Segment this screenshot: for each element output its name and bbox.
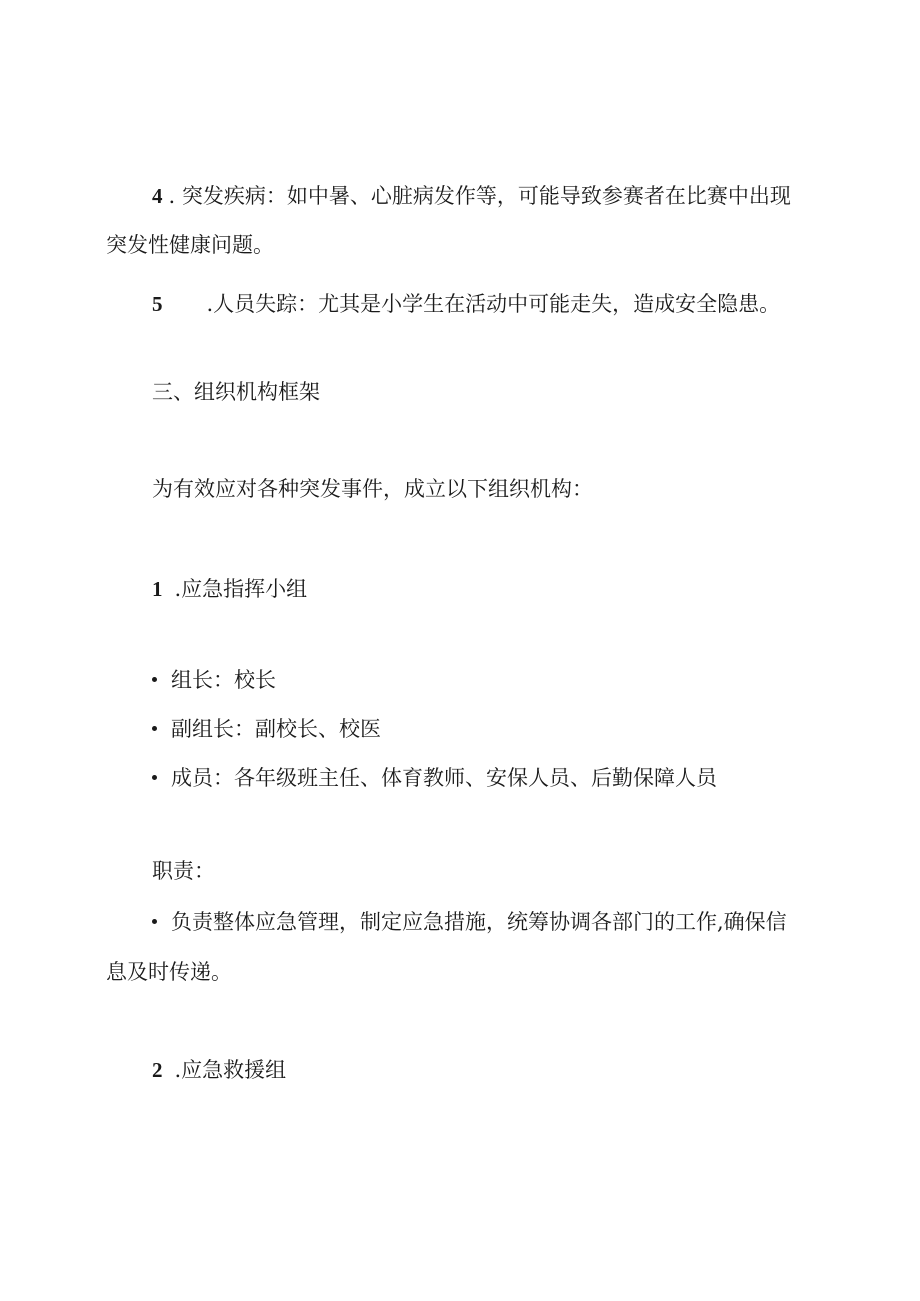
duty-item-continued: 息及时传递。 [106,960,232,984]
bullet-icon [152,677,157,682]
group-title: .应急指挥小组 [174,577,308,601]
intro-paragraph: 为有效应对各种突发事件，成立以下组织机构： [152,477,593,501]
list-item-4-continued [106,231,274,259]
item-text: .人员失踪：尤其是小学生在活动中可能走失，造成安全隐患。 [206,292,781,316]
member-leader: 组长：校长 [152,666,276,694]
item-text: . 突发疾病：如中暑、心脏病发作等，可能导致参赛者在比赛中出现 [168,184,791,208]
group-1-heading [152,575,307,603]
group-title: .应急救援组 [174,1058,287,1082]
bullet-icon [152,726,157,731]
list-item-4 [152,182,791,210]
list-item-5 [152,290,780,318]
member-staff: 成员：各年级班主任、体育教师、安保人员、后勤保障人员 [152,764,717,792]
bullet-icon [152,919,157,924]
group-number: 1 [152,577,163,601]
duties-label: 职责： [152,859,215,883]
group-2-heading [152,1056,286,1084]
duty-item: 负责整体应急管理，制定应急措施，统筹协调各部门的工作,确保信 [152,908,787,936]
item-number: 4 [152,184,163,208]
group-number: 2 [152,1058,163,1082]
section-heading: 三、组织机构框架 [152,380,320,404]
item-number: 5 [152,292,163,316]
item-text-continued: 突发性健康问题。 [106,233,274,257]
bullet-icon [152,775,157,780]
member-deputy: 副组长：副校长、校医 [152,715,381,743]
